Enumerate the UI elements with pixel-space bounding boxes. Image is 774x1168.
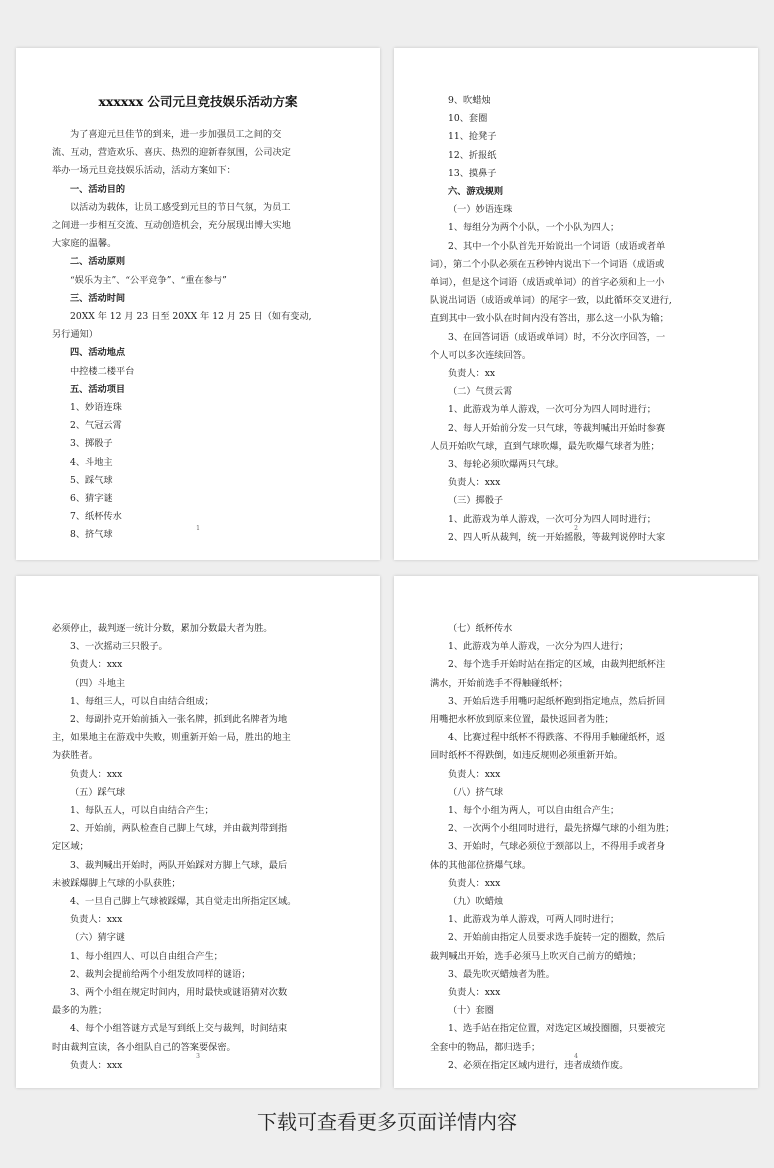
paragraph: 2、开始前由指定人员要求选手旋转一定的圈数，然后 [448,932,666,944]
paragraph: 体的其他部位挤爆气球。 [430,859,532,871]
paragraph: 裁判喊出开始，选手必须马上吹灭自己前方的蜡烛； [430,950,642,962]
subsection-heading: （八）挤气球 [448,786,504,798]
person-in-charge: 负责人：xxx [448,877,501,889]
document-page-4 [394,576,758,1088]
paragraph: 大家庭的温馨。 [52,238,117,250]
paragraph: 3、裁判喊出开始时，两队开始踩对方脚上气球，最后 [70,859,288,871]
person-in-charge: 负责人：xxx [70,659,123,671]
paragraph: 3、在回答词语（成语或单词）时，不分次序回答，一 [448,331,666,343]
list-item: 10、套圈 [448,113,488,125]
paragraph: 人员开始吹气球，直到气球吹爆，最先吹爆气球者为胜； [430,440,660,452]
page-number: 2 [574,525,578,532]
page-title: xxxxxx 公司元旦竞技娱乐活动方案 [98,94,298,109]
subsection-heading: （三）掷骰子 [448,495,504,507]
person-in-charge: 负责人：xxx [70,768,123,780]
paragraph: 1、选手站在指定位置，对选定区域投圈圈，只要被完 [448,1023,666,1035]
paragraph: 2、必须在指定区域内进行，违者成绩作废。 [448,1059,629,1071]
person-in-charge: 负责人：xx [448,368,496,380]
list-item: 4、斗地主 [70,456,113,468]
subsection-heading: （四）斗地主 [70,677,126,689]
paragraph: 主，如果地主在游戏中失败，则重新开始一局，胜出的地主 [52,732,291,744]
paragraph: 中控楼二楼平台 [70,365,135,377]
paragraph: 4、每个小组答谜方式是写到纸上交与裁判，时间结束 [70,1023,288,1035]
paragraph: 2、每副扑克开始前插入一张名牌，抓到此名牌者为地 [70,714,288,726]
paragraph: 个人可以多次连续回答。 [430,349,532,361]
subsection-heading: （十）套圈 [448,1005,494,1017]
paragraph: 3、一次摇动三只骰子。 [70,641,168,653]
document-page-2 [394,48,758,560]
paragraph: 3、开始时，气球必须位于颈部以上，不得用手或者身 [448,841,666,853]
list-item: 9、吹蜡烛 [448,95,491,106]
paragraph: 1、此游戏为单人游戏，一次可分为四人同时进行； [448,404,656,416]
paragraph: 单词），但是这个词语（成语或单词）的首字必须和上一小 [430,277,665,289]
paragraph: 3、两个小组在规定时间内，用时最快或谜语猜对次数 [70,987,288,999]
paragraph: 最多的为胜； [52,1005,108,1017]
paragraph: 之间进一步相互交流、互动创造机会，充分展现出博大实地 [52,220,291,232]
paragraph: 1、此游戏为单人游戏，一次可分为四人同时进行； [448,513,656,525]
paragraph: 3、每轮必须吹爆两只气球。 [448,459,565,471]
person-in-charge: 负责人：xxx [70,914,123,926]
page-number: 4 [574,1053,578,1060]
subsection-heading: （五）踩气球 [70,786,126,798]
download-more-caption: 下载可查看更多页面详情内容 [257,1110,517,1134]
paragraph: 另行通知） [52,329,98,341]
list-item: 8、挤气球 [70,529,113,541]
paragraph: 1、此游戏为单人游戏，一次分为四人进行； [448,641,629,653]
list-item: 2、气冠云霄 [70,420,122,432]
paragraph: 2、一次两个小组同时进行，最先挤爆气球的小组为胜； [448,823,675,835]
list-item: 11、抢凳子 [448,131,497,143]
subsection-heading: （一）妙语连珠 [448,204,513,216]
paragraph: 满水，开始前选手不得触碰纸杯； [430,677,568,689]
section-heading: 五、活动项目 [70,383,126,395]
paragraph: 为获胜者。 [52,750,98,762]
person-in-charge: 负责人：xxx [70,1059,123,1071]
paragraph: 2、其中一个小队首先开始说出一个词语（成语或者单 [448,240,666,252]
list-item: 3、掷骰子 [70,438,113,450]
paragraph: 2、四人听从裁判，统一开始摇骰，等裁判说停时大家 [448,531,666,543]
section-heading: 二、活动原则 [70,256,126,268]
paragraph: 20XX 年 12 月 23 日至 20XX 年 12 月 25 日（如有变动, [70,311,312,323]
paragraph: 为了喜迎元旦佳节的到来，进一步加强员工之间的交 [70,129,282,140]
paragraph: 以活动为载体，让员工感受到元旦的节日气氛，为员工 [70,201,291,213]
paragraph: 1、每小组四人、可以自由组合产生； [70,950,223,962]
list-item: 5、踩气球 [70,474,113,486]
paragraph: 1、此游戏为单人游戏，可两人同时进行； [448,914,620,926]
paragraph: 用嘴把水杯放到原来位置，最快返回者为胜； [430,714,614,726]
paragraph: “娱乐为主”、“公平竞争”、“重在参与” [70,274,227,286]
paragraph: 2、每人开始前分发一只气球，等裁判喊出开始时参赛 [448,422,666,434]
subsection-heading: （二）气贯云霄 [448,386,513,398]
paragraph: 1、每个小组为两人，可以自由组合产生； [448,805,620,817]
subsection-heading: （七）纸杯传水 [448,623,513,634]
list-item: 6、猜字谜 [70,493,113,505]
subsection-heading: （九）吹蜡烛 [448,896,504,908]
paragraph: 1、每组三人，可以自由结合组成； [70,695,214,707]
paragraph: 3、最先吹灭蜡烛者为胜。 [448,968,555,980]
list-item: 1、妙语连珠 [70,402,122,414]
paragraph: 4、比赛过程中纸杯不得跌落、不得用手触碰纸杯，返 [448,732,666,744]
paragraph: 1、每队五人，可以自由结合产生； [70,805,214,817]
section-heading: 六、游戏规则 [448,186,504,198]
paragraph: 未被踩爆脚上气球的小队获胜； [52,877,181,889]
paragraph: 直到其中一致小队在时间内没有答出，那么这一小队为输； [430,313,669,325]
paragraph: 1、每组分为两个小队，一个小队为四人； [448,222,620,234]
page-number: 1 [196,525,200,532]
page-number: 3 [196,1053,200,1060]
paragraph: 4、一旦自己脚上气球被踩爆，其自觉走出所指定区域。 [70,896,297,908]
list-item: 7、纸杯传水 [70,511,122,523]
paragraph: 2、开始前，两队检查自己脚上气球，并由裁判带到指 [70,823,288,835]
paragraph: 必须停止，裁判逐一统计分数，累加分数最大者为胜。 [52,623,273,634]
paragraph: 3、开始后选手用嘴叼起纸杯跑到指定地点，然后折回 [448,695,666,707]
list-item: 13、摸鼻子 [448,167,497,179]
section-heading: 三、活动时间 [70,292,126,304]
paragraph: 2、裁判会提前给两个小组发放同样的谜语； [70,968,251,980]
paragraph: 回时纸杯不得跌倒，如违反规则必须重新开始。 [430,750,623,762]
paragraph: 队说出词语（成语或单词）的尾字一致，以此循环交叉进行, [430,295,672,307]
subsection-heading: （六）猜字谜 [70,932,126,944]
section-heading: 四、活动地点 [70,347,126,359]
paragraph: 2、每个选手开始时站在指定的区域，由裁判把纸杯注 [448,659,666,671]
paragraph: 词），第二个小队必须在五秒钟内说出下一个词语（成语或 [430,258,665,270]
paragraph: 举办一场元旦竞技娱乐活动，活动方案如下： [52,165,236,177]
list-item: 12、折报纸 [448,149,497,161]
person-in-charge: 负责人：xxx [448,768,501,780]
paragraph: 全套中的物品，都归选手； [430,1041,541,1053]
paragraph: 定区域； [52,841,89,853]
paragraph: 时由裁判宣读，各小组队自己的答案要保密。 [52,1041,236,1053]
person-in-charge: 负责人：xxx [448,477,501,489]
person-in-charge: 负责人：xxx [448,987,501,999]
paragraph: 流、互动，营造欢乐、喜庆、热烈的迎新春氛围，公司决定 [52,147,291,159]
document-page-3 [16,576,380,1088]
section-heading: 一、活动目的 [70,183,126,195]
document-page-1 [16,48,380,560]
